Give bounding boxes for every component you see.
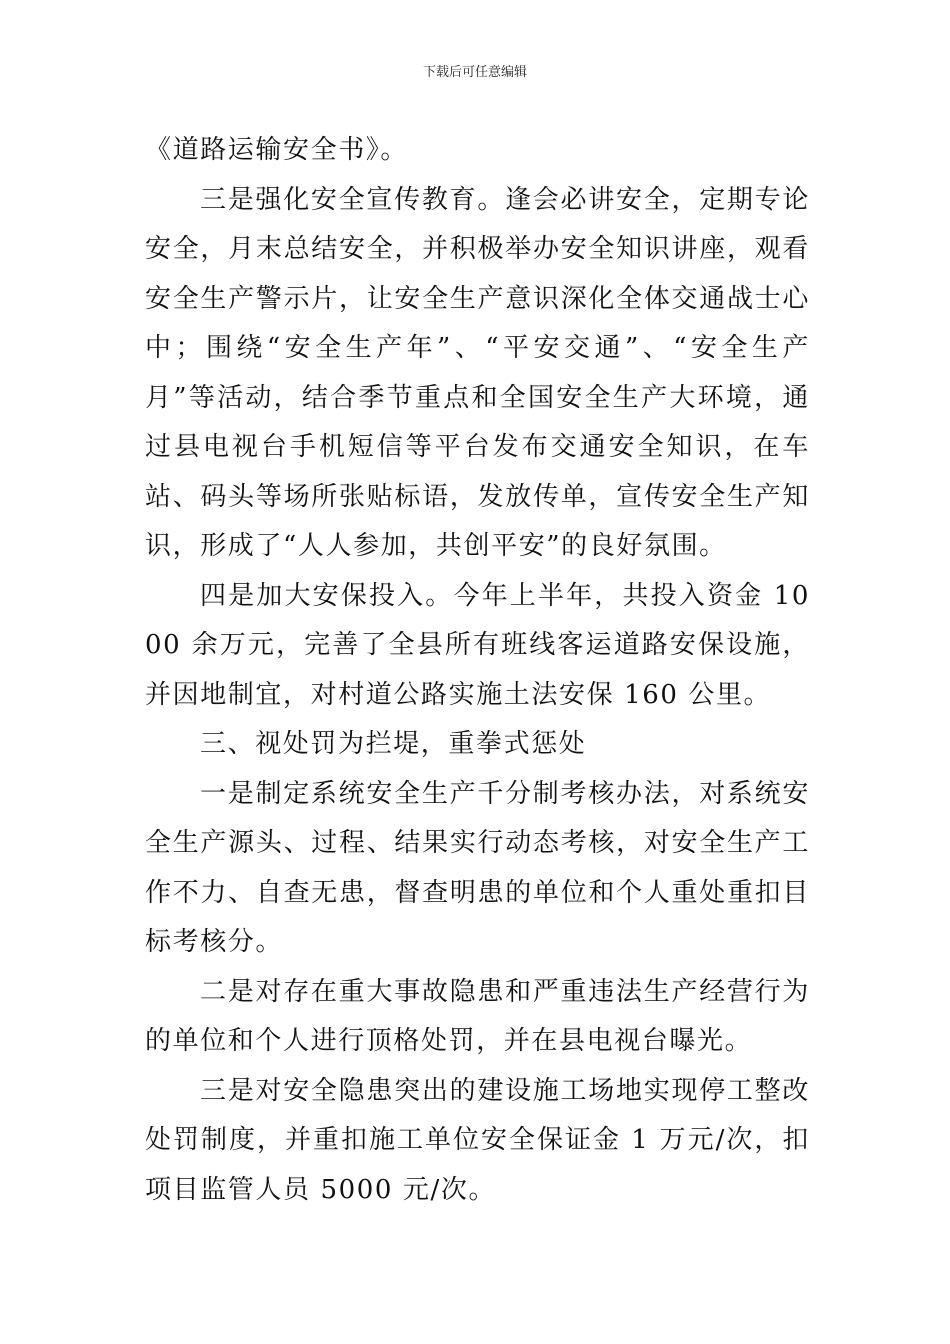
- paragraph-continuation: 《道路运输安全书》。: [145, 135, 409, 165]
- paragraph-assessment-method: 一是制定系统安全生产千分制考核办法，对系统安全生产源头、过程、结果实行动态考核，对安全生产工作不力、自查无患，督查明患的单位和个人重处重扣目标考核分。: [145, 778, 810, 957]
- paragraph-safety-investment: 四是加大安保投入。今年上半年，共投入资金 1000 余万元，完善了全县所有班线客运道路安保设施，并因地制宜，对村道公路实施土法安保 160 公里。: [145, 580, 810, 710]
- paragraph-severe-penalty: 二是对存在重大事故隐患和严重违法生产经营行为的单位和个人进行顶格处罚，并在县电视台曝光。: [145, 976, 810, 1056]
- document-body: [145, 126, 810, 1215]
- paragraph-safety-education: 三是强化安全宣传教育。逢会必讲安全，定期专论安全，月末总结安全，并积极举办安全知识讲座，观看安全生产警示片，让安全生产意识深化全体交通战士心中；围绕“安全生产年”、“平安交通”、“安全生产月”等活动，结合季节重点和全国安全生产大环境，通过县电视台手机短信等平台发布交通安全知识，在车站、码头等场所张贴标语，发放传单，宣传安全生产知识，形成了“人人参加，共创平安”的良好氛围。: [145, 184, 810, 561]
- paragraph-construction-penalty: 三是对安全隐患突出的建设施工场地实现停工整改处罚制度，并重扣施工单位安全保证金 1 万元/次，扣项目监管人员 5000 元/次。: [145, 1075, 810, 1205]
- page-header: 下载后可任意编辑: [422, 65, 527, 80]
- section-heading-penalties: 三、视处罚为拦堤，重拳式惩处: [200, 729, 587, 759]
